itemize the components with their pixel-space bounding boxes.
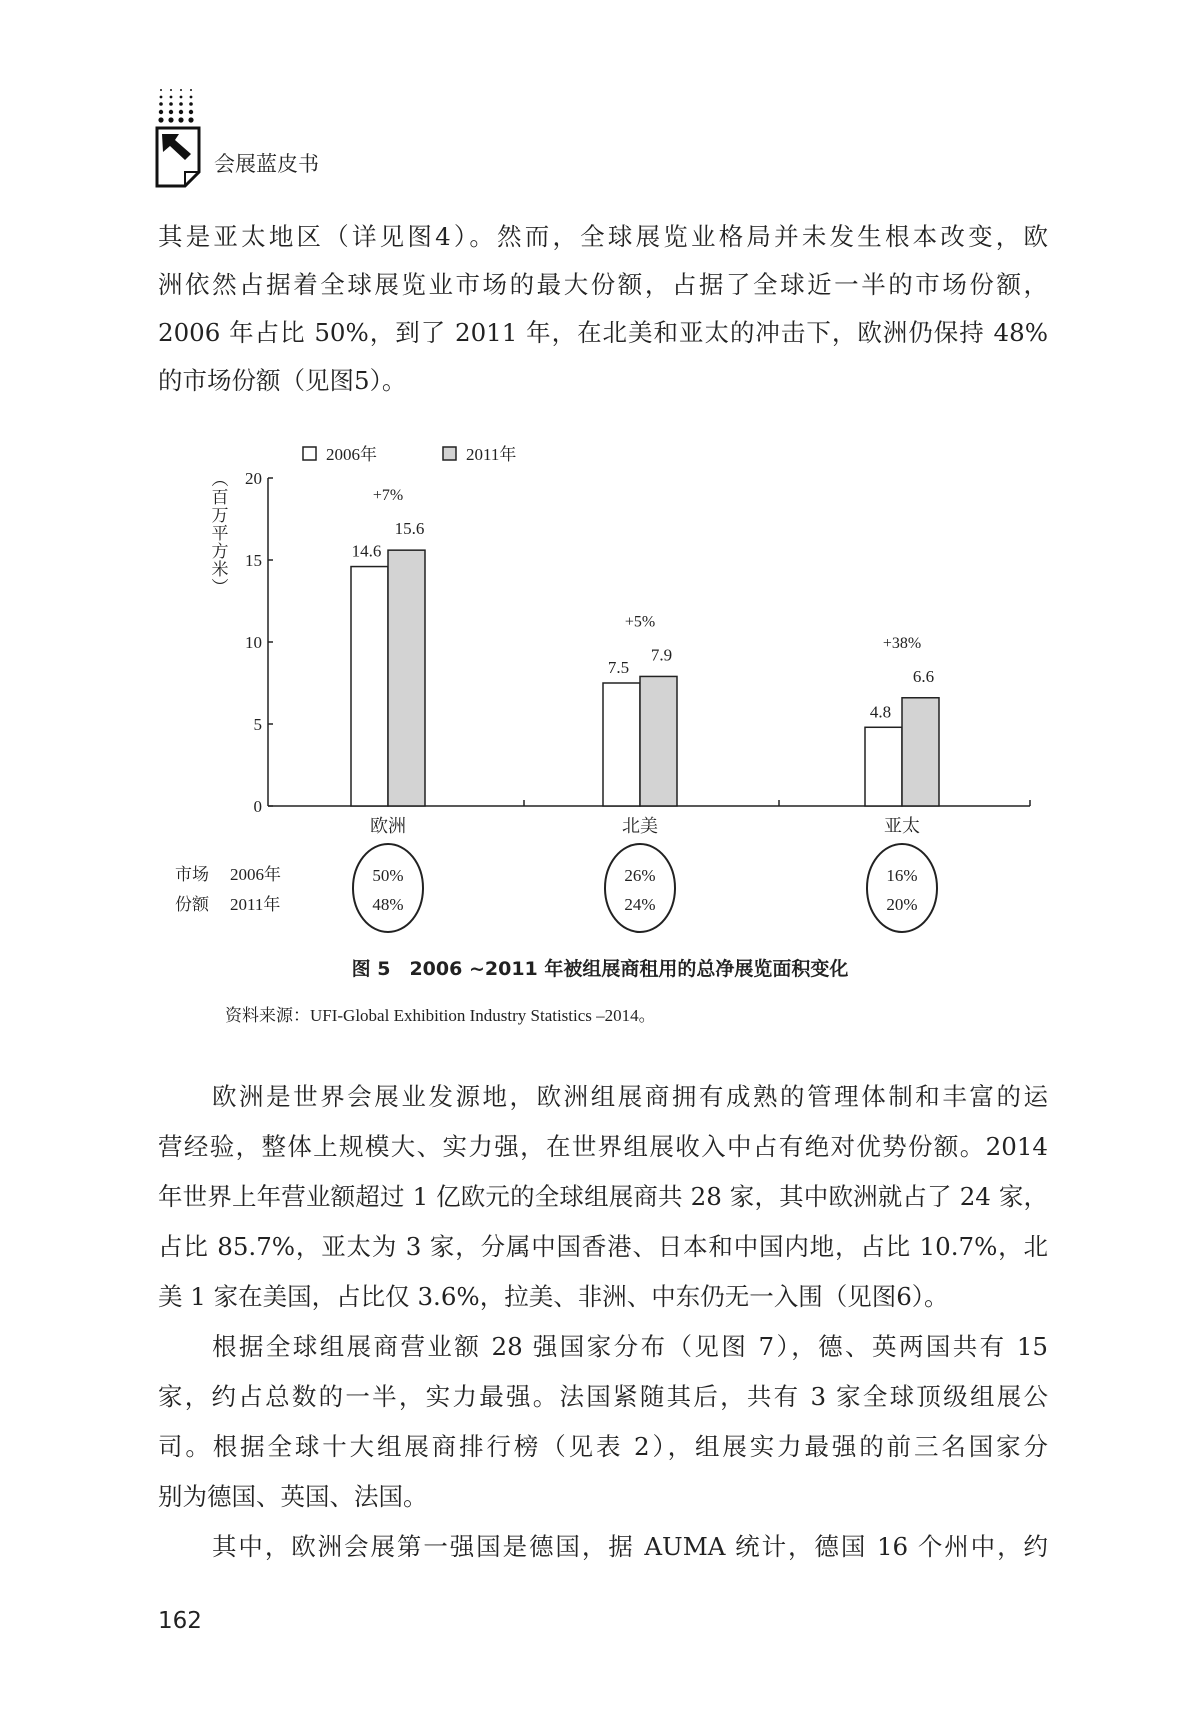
body-text-line: 欧洲是世界会展业发源地，欧洲组展商拥有成熟的管理体制和丰富的运 (212, 1082, 1048, 1111)
body-text-line: 根据全球组展商营业额 28 强国家分布（见图 7），德、英两国共有 15 (212, 1332, 1048, 1361)
bar-2011年-北美 (640, 676, 677, 806)
body-text-line: 2006 年占比 50%，到了 2011 年，在北美和亚太的冲击下，欧洲仍保持 48% (158, 318, 1048, 347)
market-share-2006: 16% (886, 866, 918, 885)
header-title: 会展蓝皮书 (214, 152, 319, 176)
market-share-2011: 20% (886, 895, 918, 914)
y-tick-label: 20 (245, 469, 262, 488)
bar-2011年-亚太 (902, 698, 939, 806)
market-share-year-label: 2006年 (230, 865, 281, 884)
legend-label-2006: 2006年 (326, 445, 377, 464)
y-tick-label: 15 (245, 551, 262, 570)
bar-value-label: 7.9 (650, 645, 673, 665)
y-axis-label: （百万平方米） (208, 470, 228, 596)
body-text-line: 年世界上年营业额超过 1 亿欧元的全球组展商共 28 家，其中欧洲就占了 24 家， (158, 1182, 1048, 1211)
body-text-line: 洲依然占据着全球展览业市场的最大份额，占据了全球近一半的市场份额， (158, 270, 1048, 299)
bar-2006年-北美 (603, 683, 640, 806)
category-label: 亚太 (884, 816, 920, 836)
market-share-2006: 50% (372, 866, 404, 885)
category-label: 北美 (622, 816, 658, 836)
market-share-2006: 26% (624, 866, 656, 885)
market-share-circle (605, 844, 675, 932)
bar-2006年-亚太 (865, 727, 902, 806)
y-tick-label: 10 (245, 633, 262, 652)
market-share-2011: 24% (624, 895, 656, 914)
market-share-2011: 48% (372, 895, 404, 914)
growth-label: +5% (624, 613, 656, 631)
y-tick-label: 0 (253, 797, 262, 816)
bar-value-label: 14.6 (351, 541, 382, 561)
bar-value-label: 15.6 (394, 519, 425, 539)
figure-source: 资料来源：UFI-Global Exhibition Industry Statistics –2014。 (225, 1006, 656, 1025)
legend-swatch-2011 (443, 447, 456, 460)
category-label: 欧洲 (370, 816, 406, 836)
body-text-line: 家，约占总数的一半，实力最强。法国紧随其后，共有 3 家全球顶级组展公 (158, 1382, 1048, 1411)
body-text-line: 其中，欧洲会展第一强国是德国，据 AUMA 统计，德国 16 个州中，约 (212, 1532, 1048, 1561)
figure-caption: 图 5 2006 ~2011 年被组展商租用的总净展览面积变化 (351, 958, 849, 980)
market-share-circle (867, 844, 937, 932)
bar-value-label: 4.8 (869, 702, 892, 722)
market-share-label: 市场 (175, 865, 209, 884)
bar-value-label: 7.5 (607, 658, 630, 677)
legend-swatch-2006 (303, 447, 316, 460)
legend-label-2011: 2011年 (466, 445, 517, 464)
page-number: 162 (158, 1608, 202, 1634)
body-text-line: 司。根据全球十大组展商排行榜（见表 2），组展实力最强的前三名国家分 (158, 1432, 1048, 1461)
growth-label: +38% (882, 634, 922, 652)
bar-value-label: 6.6 (912, 666, 935, 686)
body-text-line: 的市场份额（见图5）。 (158, 366, 407, 395)
body-text-line: 其是亚太地区（详见图4）。然而，全球展览业格局并未发生根本改变，欧 (158, 222, 1048, 251)
market-share-label: 份额 (175, 895, 209, 914)
y-tick-label: 5 (253, 715, 262, 734)
body-text-line: 别为德国、英国、法国。 (158, 1482, 428, 1511)
body-text-line: 营经验，整体上规模大、实力强，在世界组展收入中占有绝对优势份额。2014 (158, 1132, 1048, 1161)
market-share-year-label: 2011年 (230, 895, 281, 914)
market-share-circle (353, 844, 423, 932)
growth-label: +7% (372, 487, 404, 505)
body-text-line: 美 1 家在美国，占比仅 3.6%，拉美、非洲、中东仍无一入围（见图6）。 (158, 1282, 949, 1311)
bar-2011年-欧洲 (388, 550, 425, 806)
bar-2006年-欧洲 (351, 567, 388, 806)
body-text-line: 占比 85.7%，亚太为 3 家，分属中国香港、日本和中国内地，占比 10.7%，北 (158, 1232, 1048, 1261)
